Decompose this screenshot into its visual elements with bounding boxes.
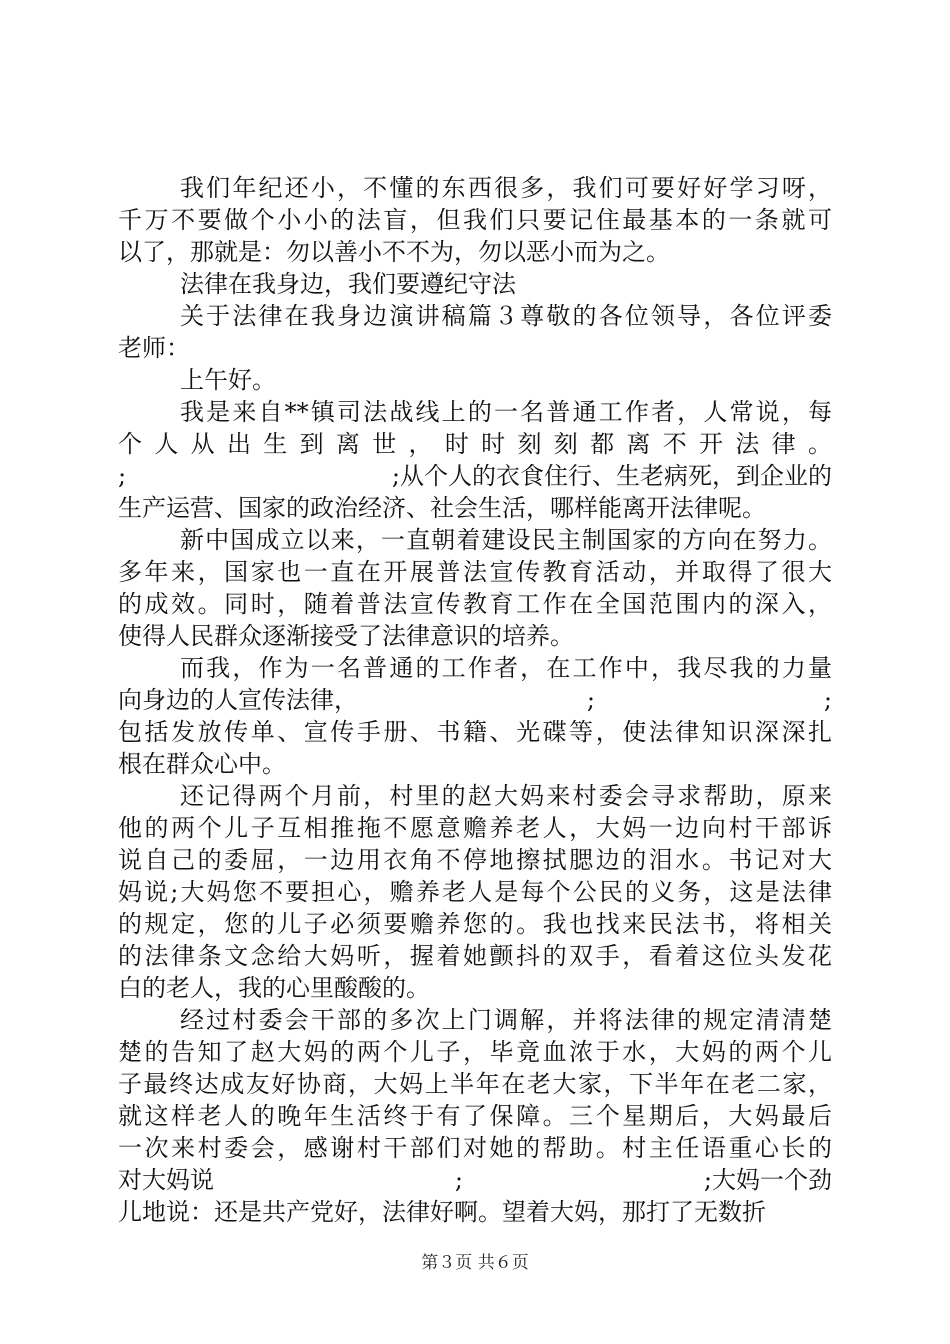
text-line: 楚的告知了赵大妈的两个儿子，毕竟血浓于水，大妈的两个儿	[118, 1038, 832, 1066]
paragraph	[118, 364, 832, 396]
text-line: 法律在我身边，我们要遵纪守法	[180, 270, 516, 298]
text-segment: ;	[823, 686, 832, 714]
text-line	[118, 460, 832, 492]
paragraph	[118, 652, 832, 780]
text-line: 生产运营、国家的政治经济、社会生活，哪样能离开法律呢。	[118, 494, 766, 522]
text-line: 新中国成立以来，一直朝着建设民主制国家的方向在努力。	[180, 526, 832, 554]
paragraph	[118, 780, 832, 1004]
text-line: 而我，作为一名普通的工作者，在工作中，我尽我的力量	[180, 654, 832, 682]
text-line: 子最终达成友好协商，大妈上半年在老大家，下半年在老二家，	[118, 1070, 832, 1098]
text-line: 包括发放传单、宣传手册、书籍、光碟等，使法律知识深深扎	[118, 718, 832, 746]
text-line: 个人从出生到离世，时时刻刻都离不开法律。	[118, 430, 832, 458]
text-line: 关于法律在我身边演讲稿篇３尊敬的各位领导，各位评委	[180, 302, 832, 330]
text-line: 说自己的委屈，一边用衣角不停地擦拭腮边的泪水。书记对大	[118, 846, 832, 874]
text-line: 使得人民群众逐渐接受了法律意识的培养。	[118, 622, 574, 650]
text-line: 以了，那就是：勿以善小不不为，勿以恶小而为之。	[118, 238, 670, 266]
text-line: 多年来，国家也一直在开展普法宣传教育活动，并取得了很大	[118, 558, 832, 586]
paragraph	[118, 300, 832, 364]
text-line: 妈说;大妈您不要担心，赡养老人是每个公民的义务，这是法律	[118, 878, 832, 906]
text-line: 他的两个儿子互相推拖不愿意赡养老人，大妈一边向村干部诉	[118, 814, 832, 842]
text-line: 老师：	[118, 334, 190, 362]
text-line	[118, 1164, 832, 1196]
text-line: 我们年纪还小，不懂的东西很多，我们可要好好学习呀，	[180, 174, 832, 202]
page-footer: 第３页 共６页	[421, 1253, 529, 1273]
text-line: 我是来自**镇司法战线上的一名普通工作者，人常说，每	[180, 398, 832, 426]
text-line: 经过村委会干部的多次上门调解，并将法律的规定清清楚	[180, 1006, 832, 1034]
text-segment: ;大妈一个劲	[703, 1166, 832, 1194]
text-line	[118, 684, 832, 716]
text-line: 儿地说：还是共产党好，法律好啊。望着大妈，那打了无数折	[118, 1198, 766, 1226]
paragraph	[118, 172, 832, 268]
text-line: 的法律条文念给大妈听，握着她颤抖的双手，看着这位头发花	[118, 942, 832, 970]
paragraph	[118, 268, 832, 300]
text-line: 一次来村委会，感谢村干部们对她的帮助。村主任语重心长的	[118, 1134, 832, 1162]
paragraph	[118, 524, 832, 652]
text-segment: 向身边的人宣传法律，	[118, 686, 358, 714]
text-line: 白的老人，我的心里酸酸的。	[118, 974, 430, 1002]
document-body	[118, 172, 832, 1228]
text-segment: 对大妈说	[118, 1166, 214, 1194]
text-segment: ;从个人的衣食住行、生老病死，到企业的	[391, 462, 832, 490]
text-segment: ;	[118, 462, 127, 490]
text-line: 的规定，您的儿子必须要赡养您的。我也找来民法书，将相关	[118, 910, 832, 938]
text-line: 的成效。同时，随着普法宣传教育工作在全国范围内的深入，	[118, 590, 832, 618]
paragraph	[118, 396, 832, 524]
text-line: 上午好。	[180, 366, 276, 394]
paragraph	[118, 1004, 832, 1228]
text-segment: ;	[586, 686, 595, 714]
text-segment: ;	[454, 1166, 463, 1194]
text-line: 就这样老人的晚年生活终于有了保障。三个星期后，大妈最后	[118, 1102, 832, 1130]
text-line: 千万不要做个小小的法盲，但我们只要记住最基本的一条就可	[118, 206, 832, 234]
text-line: 还记得两个月前，村里的赵大妈来村委会寻求帮助，原来	[180, 782, 832, 810]
text-line: 根在群众心中。	[118, 750, 286, 778]
